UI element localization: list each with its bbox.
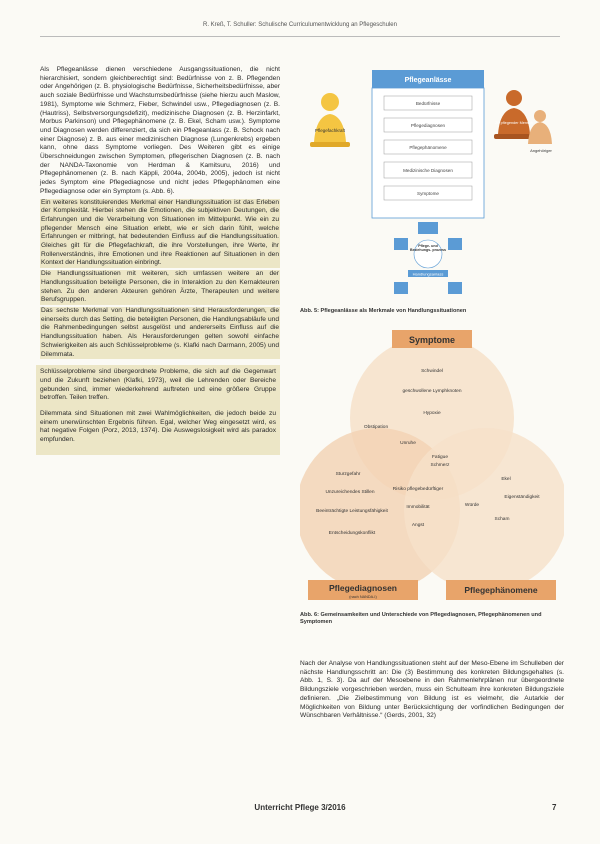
paragraph-3: Die Handlungssituationen mit weiteren, sich umfassen weitere an der Handlungssituation beteiligte Personen, die in Interaktion zu den Kernakteuren stehen. Zu den anderen Akteuren gehören Ärzte, Therapeuten und weitere Berufsgruppen. — [41, 270, 279, 304]
pflegefachkraft-label: Pflegefachkraft — [314, 128, 346, 133]
figure-5 — [300, 60, 564, 314]
item-beduerfnisse: Bedürfnisse — [415, 101, 441, 106]
item-pflegephaenomene: Pflegephänomene — [409, 145, 447, 150]
pflegephaenomene-title: Pflegephänomene — [464, 585, 538, 595]
figure-6 — [300, 330, 564, 625]
page-number: 7 — [552, 803, 557, 812]
left-column — [40, 66, 280, 455]
venn-item: Hypoxie — [423, 411, 441, 416]
item-medizinische-diagnosen: Medizinische Diagnosen — [403, 168, 453, 173]
venn-item: Entscheidungskonflikt — [328, 531, 376, 536]
process-bottom-left-box — [394, 282, 408, 294]
angehoeriger-label: Angehöriger — [530, 148, 552, 153]
venn-item: Würde — [464, 503, 480, 508]
venn-item: Scham — [494, 517, 510, 522]
pflegediagnosen-subtitle: (nach NANDA-I) — [349, 595, 377, 599]
venn-item: Schwindel — [421, 369, 443, 374]
item-symptome: Symptome — [417, 191, 439, 196]
venn-item: Ekel — [501, 477, 511, 482]
venn-item: Beeinträchtigte Leistungsfähigkeit — [316, 509, 388, 514]
angehoeriger-figure — [528, 110, 552, 144]
right-column-text: Nach der Analyse von Handlungssituationen steht auf der Meso-Ebene im Schulleben der nächste Handlungsschritt an: Die (3) Bestimmung des konkreten Bildungsgehaltes (s. Abb. 1, S. 3). Da auf der Mesoebene in den Rahmenlehrplänen nur übergeordnete Bildungsziele vorgeschrieben werden, muss ein Schulteam ihre konkreten Bildungsziele definieren. „Die Zielbestimmung von Bildung ist es vielmehr, die Autarkie der Möglichkeiten von Bildung unter Berücksichtigung der vorfindlichen Bedingungen der Wünschbaren Verhältnisse.“ (Gerds, 2001, 32) — [300, 660, 564, 720]
venn-item: Sturzgefahr — [335, 472, 361, 477]
venn-item: Fatigue — [432, 455, 448, 460]
running-header: R. Kreß, T. Schuller: Schulische Curriculumentwicklung an Pflegeschulen — [203, 22, 397, 28]
process-label-container — [408, 244, 448, 266]
venn-item: Risiko pflegebedürftiger — [392, 487, 444, 492]
symptome-title: Symptome — [408, 335, 456, 345]
definition-schluesselprobleme: Schlüsselprobleme sind übergeordnete Probleme, die sich auf die Gegenwart und die Zukunft beziehen (Klafki, 1973), weil die Lehrenden oder Bereiche gebunden sind, immer wiederkehrend auftreten und eine größere Gruppe betroffen. Teilen treffen. — [40, 368, 276, 402]
venn-item: Unruhe — [400, 441, 416, 446]
journal-footer: Unterricht Pflege 3/2016 — [254, 803, 346, 812]
process-top-box — [418, 222, 438, 234]
venn-item: Immobilität — [406, 505, 430, 510]
venn-diagram — [300, 330, 564, 610]
definition-box — [36, 365, 280, 455]
zu-pflegender-mensch-label: Zu pflegender Mensch — [495, 121, 533, 125]
paragraph-4: Das sechste Merkmal von Handlungssituationen sind Herausforderungen, die einerseits durch das Setting, die beteiligten Personen, die Handlungsabläufe und die Rahmenbedingungen selbst ausgelöst und andererseits Einfluss auf die Handlungssituation haben. Als Herausforderungen gelten sowohl einfache Schwierigkeiten als auch Schlüsselprobleme (s. Klafki nach Darmann, 2005) und Dilemmata. — [41, 306, 279, 358]
figure-5-caption: Abb. 5: Pflegeanlässe als Merkmale von Handlungssituationen — [300, 308, 467, 314]
venn-item: Schmerz — [430, 463, 450, 468]
item-pflegediagnosen: Pflegediagnosen — [410, 123, 446, 128]
process-bottom-right-box — [448, 282, 462, 294]
venn-item: Unzureichendes Stillen — [325, 490, 375, 495]
process-label: Pflege- und Beziehungs- prozess — [410, 244, 446, 253]
venn-item: Angst — [411, 523, 425, 528]
circle-pflegephaenomene — [404, 428, 564, 592]
pflegefachkraft-figure — [310, 93, 350, 147]
pflegediagnosen-title: Pflegediagnosen — [328, 583, 398, 593]
process-right-box — [448, 238, 462, 250]
zu-pflegender-mensch-figure — [494, 90, 534, 139]
paragraph-1: Als Pflegeanlässe dienen verschiedene Ausgangssituationen, die nicht hierarchisiert, sondern gleichberechtigt sind: Bedürfnisse von z. B. Pflegenden oder Angehörigen (z. B. physiologische Bedürfnisse, Sicherheitsbedürfnisse, aber auch soziale Bedürfnisse und Wachstumsbedürfnisse (siehe hierzu auch Maslow, 1981), Symptome wie Schmerz, Fieber, Schwindel usw., Pflegediagnosen (z. B. (Hautriss), Selbstversorgungsdefizit), medizinische Diagnosen (z. B. Herzinfarkt, Morbus Parkinson) und Pflegephänomene (z. B. Ekel, Scham usw.). Symptome und Diagnosen werden differenziert, da sich ein Pflegeanlass (z. B. Schock nach einer Diagnose) z. B. aus einer medizinischen Diagnose (Lungenkrebs) ergeben kann, ohne dass Symptome vorliegen. Des Weiteren gibt es einige Überschneidungen zwischen Symptomen, pflegerischen Diagnosen (z. B. nach der NANDA-Taxonomie von Herdman & Kamitsuru, 2016) und Pflegephänomenen (z. B. nach Käppli, 2004a, 2004b, 2005), jedoch ist nicht jedes Symptom eine Pflegediagnose und nicht jedes Pflegephänomen eine Pflegediagnose oder ein Symptom (s. Abb. 6). — [40, 66, 280, 195]
handlungsanlass-label: Handlungsanlass — [412, 271, 444, 277]
process-left-box — [394, 238, 408, 250]
figure-6-caption: Abb. 6: Gemeinsamkeiten und Unterschiede von Pflegediagnosen, Pflegephänomenen und Symptomen — [300, 612, 542, 625]
venn-item: geschwollene Lymphknoten — [402, 389, 462, 394]
figure-5-graphic — [300, 60, 564, 308]
header-rule — [40, 36, 560, 37]
definition-dilemmata: Dilemmata sind Situationen mit zwei Wahlmöglichkeiten, die jedoch beide zu einem unerwünschten Ergebnis führen. Egal, welcher Weg eingesetzt wird, es hat negative Folgen (Porz, 2013, 1374). Die Auswegslosigkeit wird als paradox empfunden. — [40, 410, 276, 444]
paragraph-2: Ein weiteres konstituierendes Merkmal einer Handlungssituation ist das Erleben der Komplexität. Hierbei stehen die Emotionen, die subjektiven Deutungen, die Erfahrungen und die Verarbeitung von Situationen im Mittelpunkt. Wie ein zu pflegender Mensch eine Situation erlebt, wie er sich darin fühlt, welche Erfahrungen er mitbringt, hat bedeutenden Einfluss auf die Handlungssituation. Gleiches gilt für die Pflegefachkraft, die ihre Vorstellungen, ihre Werte, ihr Rollenverständnis, ihre Emotionen und ihre Reaktionen auf Situationen in den Kontext der Handlungssituation einbringt. — [41, 198, 279, 267]
venn-item: Eigenständigkeit — [504, 495, 540, 500]
venn-item: Obstipation — [363, 425, 389, 430]
pflegeanlaesse-title: Pflegeanlässe — [404, 77, 452, 84]
